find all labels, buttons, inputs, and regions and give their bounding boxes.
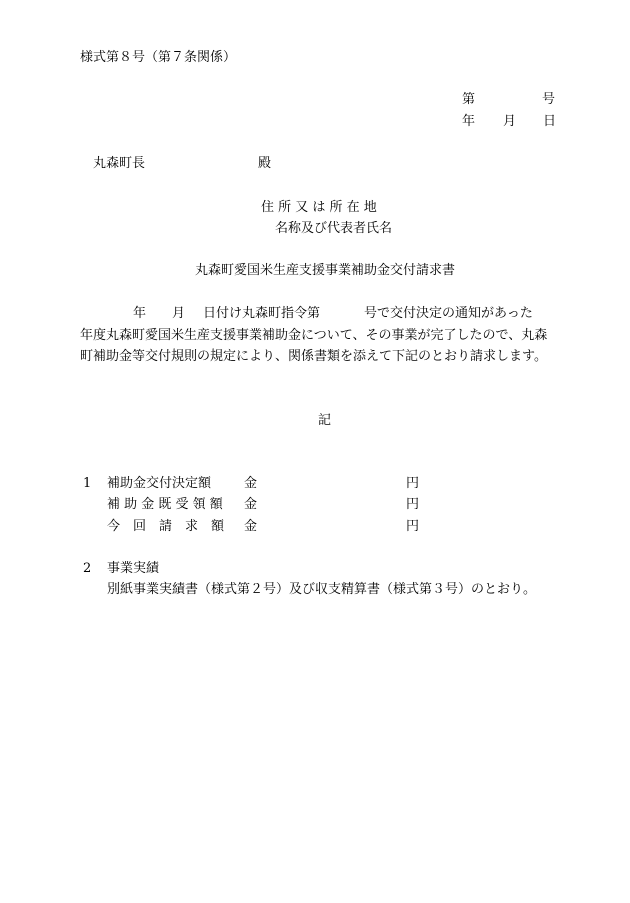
date-day: 日 — [543, 114, 557, 129]
item2-detail: 別紙事業実績書（様式第２号）及び収支精算書（様式第３号）のとおり。 — [107, 582, 537, 597]
document-title: 丸森町愛国米生産支援事業補助金交付請求書 — [195, 263, 456, 278]
body-date-text: 日付け丸森町指令第 — [203, 306, 321, 321]
doc-number-suffix: 号 — [542, 92, 556, 107]
applicant-address-label: 住 所 又 は 所 在 地 — [261, 200, 377, 215]
body-line3: 町補助金等交付規則の規定により、関係書類を添えて下記のとおり請求します。 — [80, 349, 547, 364]
form-number: 様式第８号（第７条関係） — [80, 50, 237, 65]
item1-number: 1 — [83, 476, 92, 491]
item1-row-unit: 円 — [406, 519, 420, 534]
item1-row-unit: 円 — [406, 476, 420, 491]
item1-row-label: 今 回 請 求 額 — [107, 519, 225, 534]
item1-row-label: 補 助 金 既 受 領 額 — [107, 497, 223, 512]
applicant-name-label: 名称及び代表者氏名 — [275, 221, 393, 236]
body-line1-rest: 号で交付決定の通知があった — [364, 306, 533, 321]
body-year: 年 — [133, 306, 147, 321]
item1-row-currency: 金 — [244, 497, 258, 512]
date-year: 年 — [462, 114, 476, 129]
item2-heading: 事業実績 — [107, 561, 160, 576]
body-line2: 年度丸森町愛国米生産支援事業補助金について、その事業が完了したので、丸森 — [80, 328, 548, 343]
item1-row-label: 補助金交付決定額 — [107, 476, 212, 491]
addressee-title: 丸森町長 — [93, 156, 146, 171]
item1-row-currency: 金 — [244, 476, 258, 491]
date-month: 月 — [503, 114, 517, 129]
ki-heading: 記 — [318, 413, 332, 428]
addressee-honorific: 殿 — [258, 156, 272, 171]
item1-row-unit: 円 — [406, 497, 420, 512]
body-month: 月 — [172, 306, 186, 321]
doc-number-prefix: 第 — [462, 92, 476, 107]
item1-row-currency: 金 — [244, 519, 258, 534]
item2-number: 2 — [83, 561, 92, 576]
